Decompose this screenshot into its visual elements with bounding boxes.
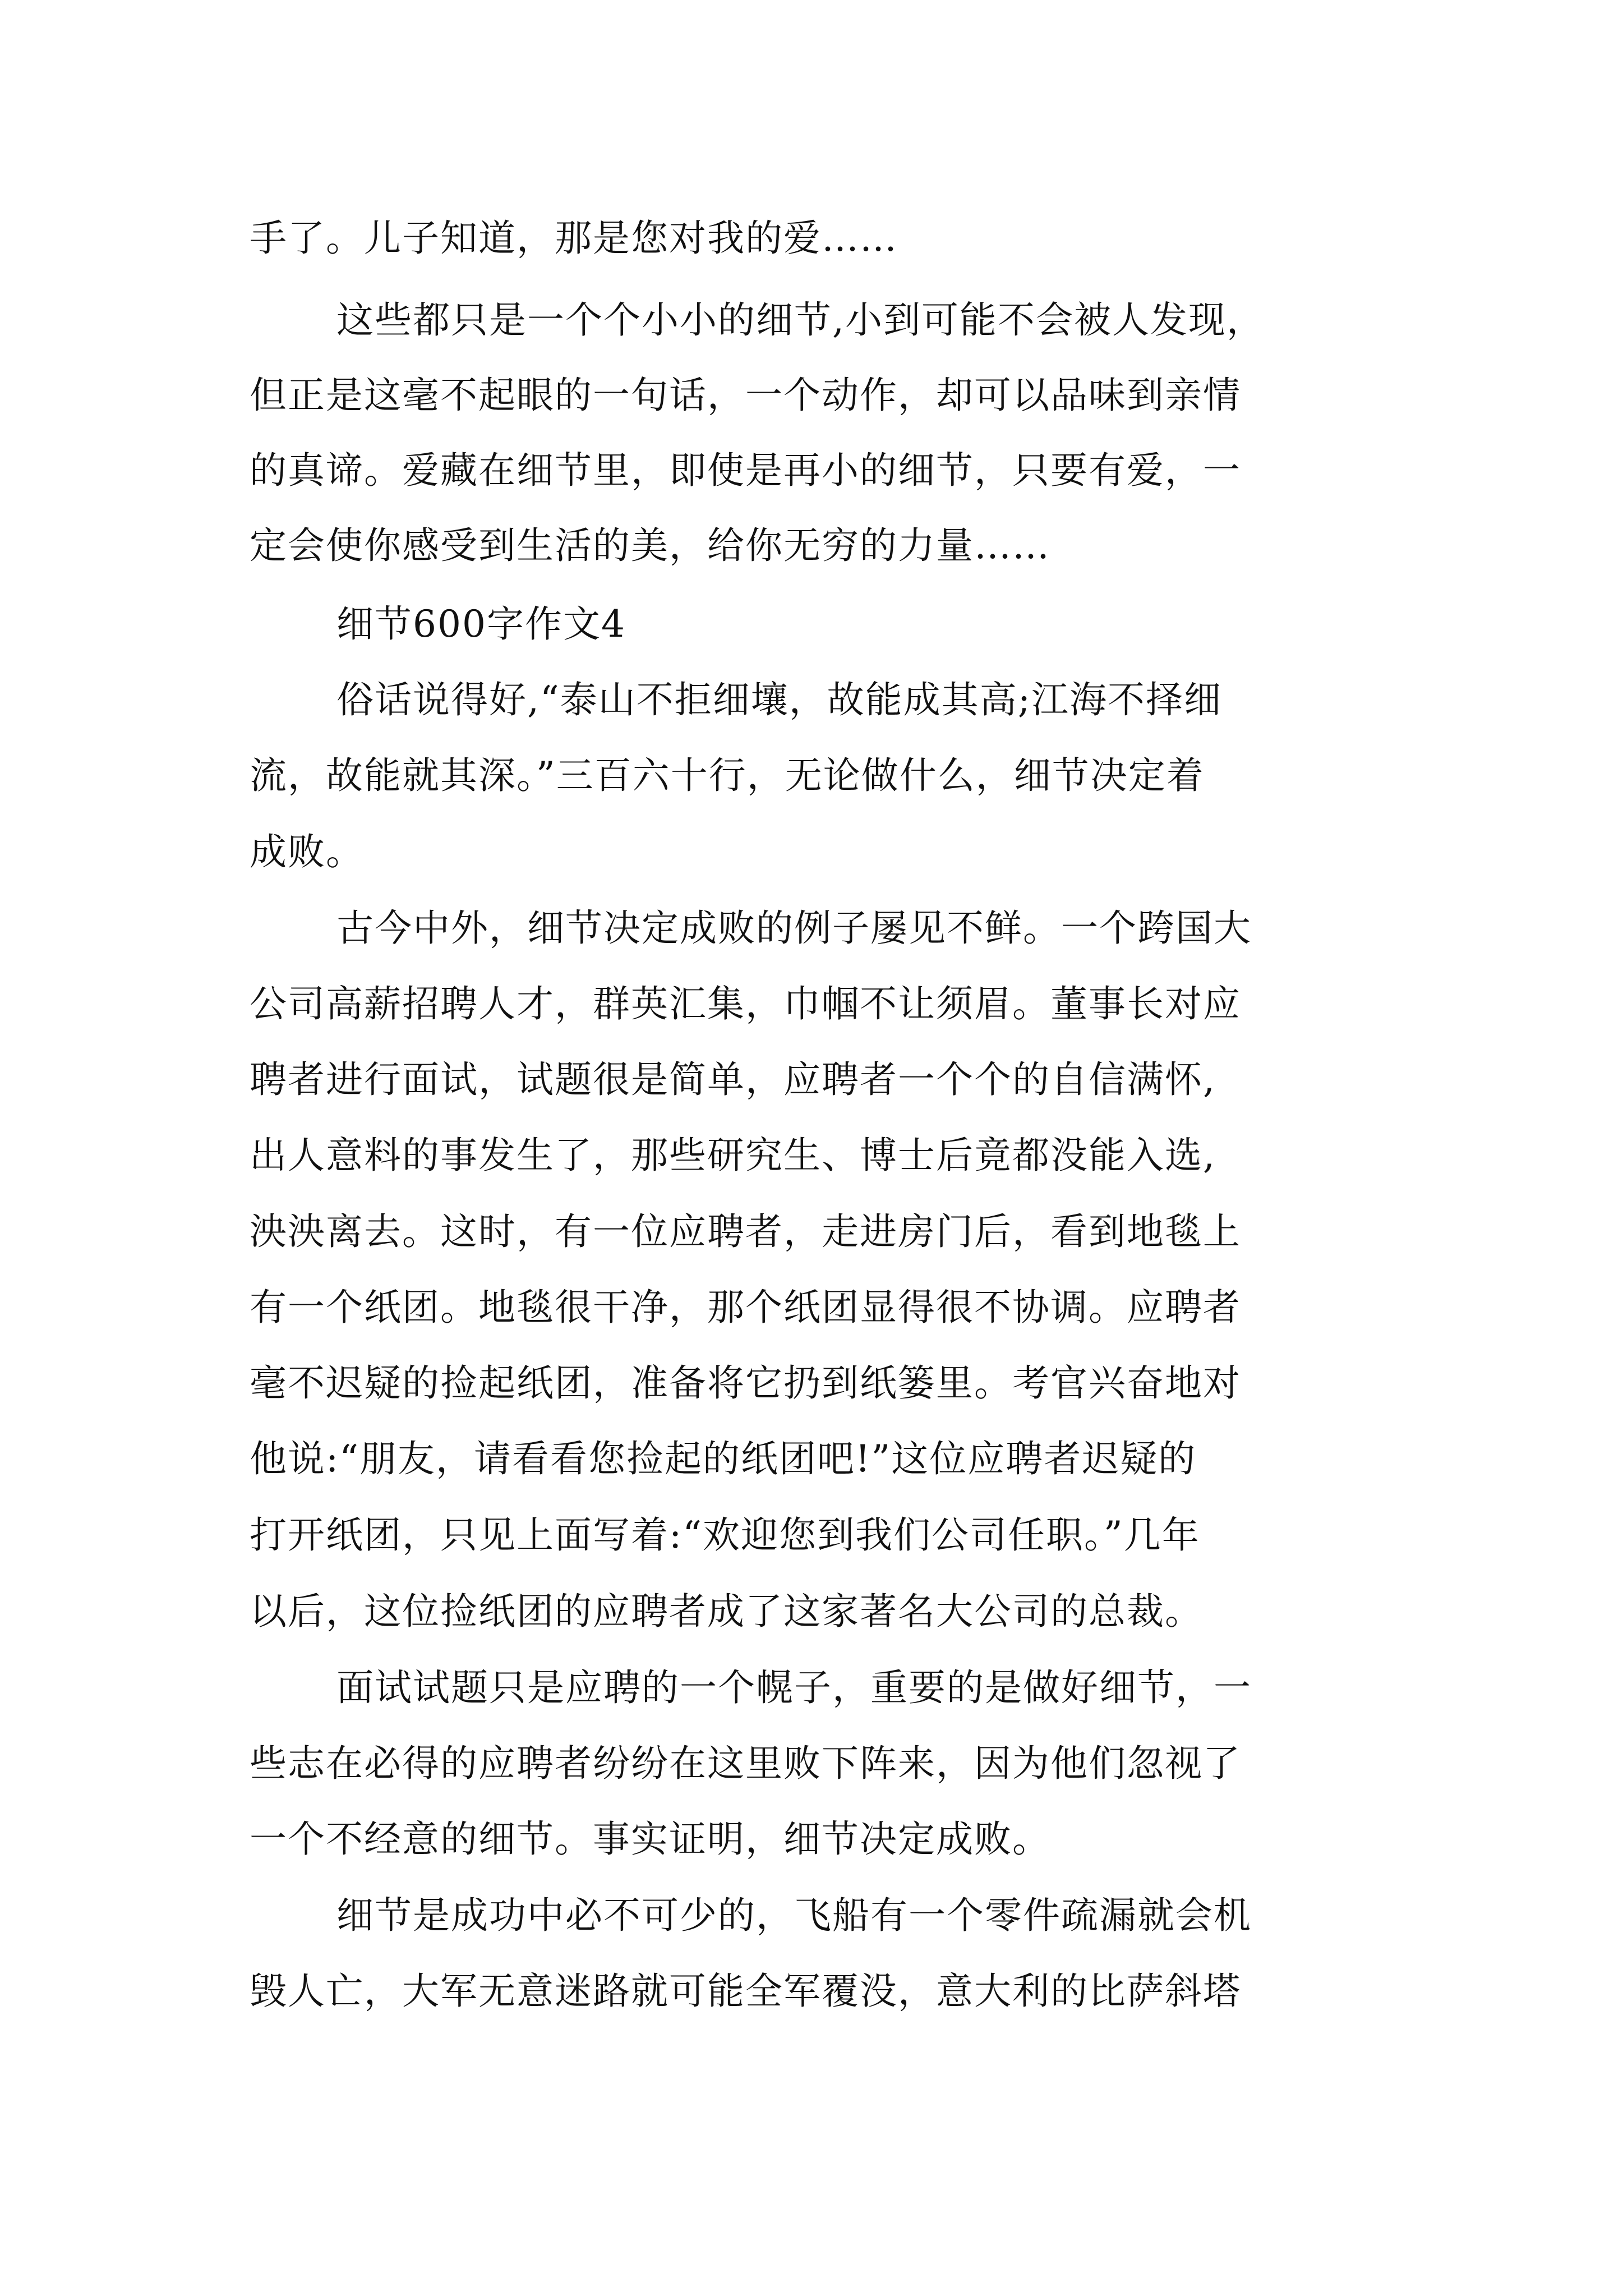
text-line: 面试试题只是应聘的一个幌子，重要的是做好细节，一 — [336, 1666, 1252, 1709]
text-line: 以后，这位捡纸团的应聘者成了这家著名大公司的总裁。 — [250, 1590, 1203, 1633]
text-line: 出人意料的事发生了，那些研究生、博士后竟都没能入选, — [250, 1134, 1216, 1177]
text-line: 细节是成功中必不可少的，飞船有一个零件疏漏就会机 — [336, 1894, 1252, 1937]
section-heading: 细节600字作文4 — [336, 602, 626, 646]
text-line: 毁人亡，大军无意迷路就可能全军覆没，意大利的比萨斜塔 — [250, 1970, 1241, 2013]
text-line: 这些都只是一个个小小的细节,小到可能不会被人发现， — [336, 298, 1265, 342]
text-line: 俗话说得好,“泰山不拒细壤，故能成其高;江海不择细 — [336, 678, 1222, 721]
text-line: 打开纸团，只见上面写着:“欢迎您到我们公司任职。”几年 — [250, 1513, 1200, 1557]
text-line: 有一个纸团。地毯很干净，那个纸团显得很不协调。应聘者 — [250, 1286, 1241, 1329]
text-line: 公司高薪招聘人才，群英汇集，巾帼不让须眉。董事长对应 — [250, 982, 1241, 1025]
text-line: 定会使你感受到生活的美，给你无穷的力量…… — [250, 524, 1050, 567]
text-line: 但正是这毫不起眼的一句话，一个动作，却可以品味到亲情 — [250, 374, 1241, 417]
text-line: 古今中外，细节决定成败的例子屡见不鲜。一个跨国大 — [336, 907, 1252, 950]
text-line: 的真谛。爱藏在细节里，即使是再小的细节，只要有爱，一 — [250, 449, 1241, 492]
text-line: 他说:“朋友，请看看您捡起的纸团吧!”这位应聘者迟疑的 — [250, 1437, 1197, 1480]
text-line: 手了。儿子知道，那是您对我的爱…… — [250, 217, 898, 260]
text-line: 些志在必得的应聘者纷纷在这里败下阵来，因为他们忽视了 — [250, 1742, 1241, 1785]
text-line: 毫不迟疑的捡起纸团，准备将它扔到纸篓里。考官兴奋地对 — [250, 1361, 1241, 1405]
text-line: 流，故能就其深。”三百六十行，无论做什么，细节决定着 — [250, 754, 1205, 797]
text-line: 泱泱离去。这时，有一位应聘者，走进房门后，看到地毯上 — [250, 1210, 1241, 1253]
text-line: 成败。 — [250, 830, 364, 873]
text-line: 一个不经意的细节。事实证明，细节决定成败。 — [250, 1818, 1050, 1861]
text-line: 聘者进行面试，试题很是简单，应聘者一个个的自信满怀, — [250, 1058, 1216, 1101]
